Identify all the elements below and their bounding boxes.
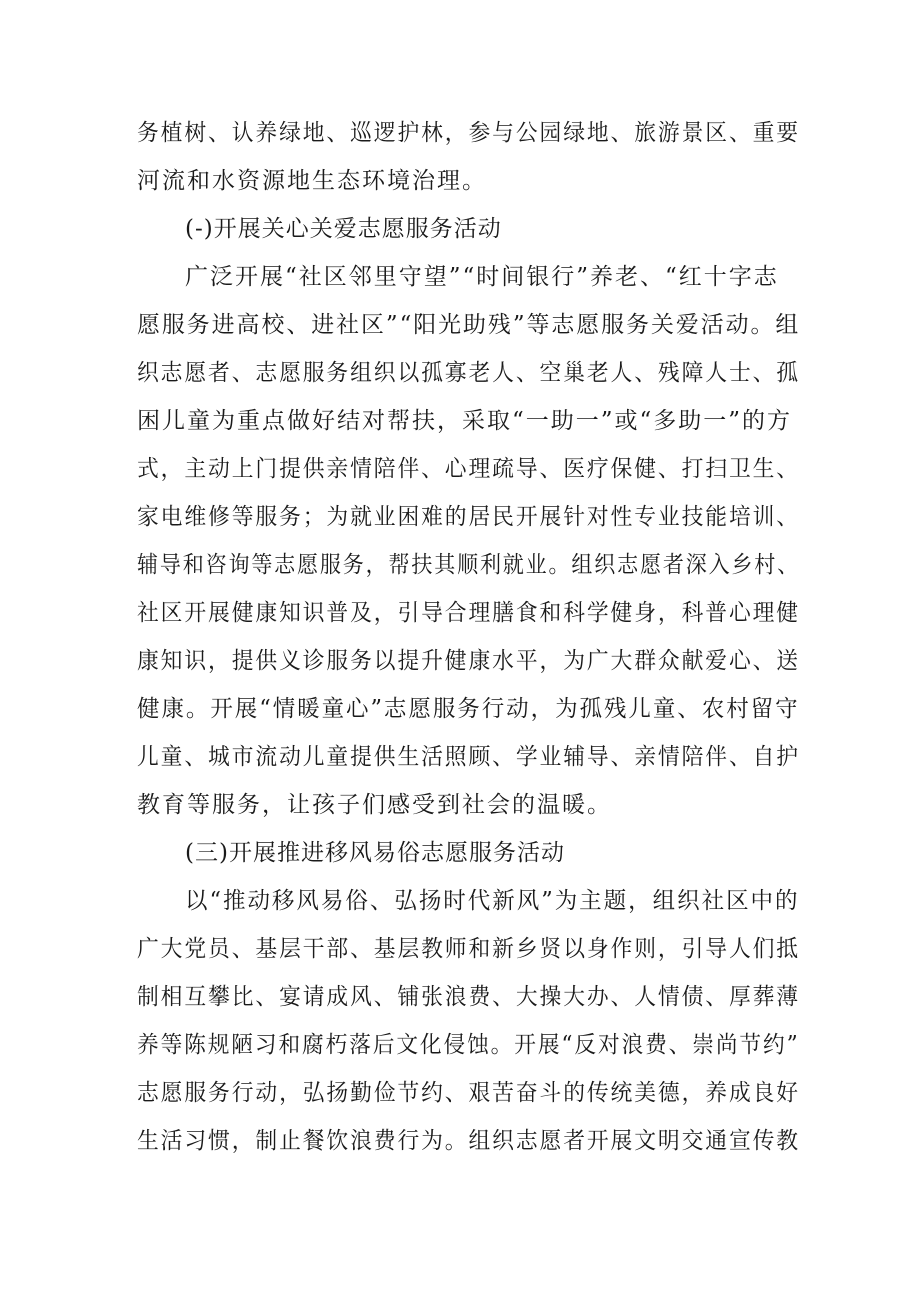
- text-line: 困儿童为重点做好结对帮扶，采取“一助一”或“多助一”的方: [137, 408, 793, 434]
- text-line: 志愿服务行动，弘扬勤俭节约、艰苦奋斗的传统美德，养成良好: [137, 1080, 800, 1106]
- text-line: 健康。开展“情暖童心”志愿服务行动，为孤残儿童、农村留守: [137, 696, 800, 722]
- text-line: 务植树、认养绿地、巡逻护林，参与公园绿地、旅游景区、重要: [137, 120, 800, 146]
- text-line: 广泛开展“社区邻里守望”“时间银行”养老、“红十字志: [185, 264, 779, 290]
- text-line: 愿服务进高校、进社区”“阳光助残”等志愿服务关爱活动。组: [137, 312, 801, 338]
- section-heading: (-)开展关心关爱志愿服务活动: [185, 216, 502, 242]
- text-line: 社区开展健康知识普及，引导合理膳食和科学健身，科普心理健: [137, 600, 800, 626]
- text-line: 养等陈规陋习和腐朽落后文化侵蚀。开展“反对浪费、崇尚节约”: [137, 1032, 800, 1058]
- text-line: 以“推动移风易俗、弘扬时代新风”为主题，组织社区中的: [185, 888, 800, 914]
- section-heading: (三)开展推进移风易俗志愿服务活动: [185, 840, 565, 866]
- text-line: 康知识，提供义诊服务以提升健康水平，为广大群众献爱心、送: [137, 648, 800, 674]
- text-line: 教育等服务，让孩子们感受到社会的温暖。: [137, 792, 612, 818]
- text-line: 制相互攀比、宴请成风、铺张浪费、大操大办、人情债、厚葬薄: [137, 984, 800, 1010]
- text-line: 织志愿者、志愿服务组织以孤寡老人、空巢老人、残障人士、孤: [137, 360, 800, 386]
- text-line: 式，主动上门提供亲情陪伴、心理疏导、医疗保健、打扫卫生、: [137, 456, 800, 482]
- text-line: 辅导和咨询等志愿服务，帮扶其顺利就业。组织志愿者深入乡村、: [137, 552, 801, 578]
- text-line: 家电维修等服务；为就业困难的居民开展针对性专业技能培训、: [137, 504, 800, 530]
- text-line: 河流和水资源地生态环境治理。: [137, 168, 487, 194]
- text-line: 广大党员、基层干部、基层教师和新乡贤以身作则，引导人们抵: [137, 936, 800, 962]
- text-line: 儿童、城市流动儿童提供生活照顾、学业辅导、亲情陪伴、自护: [137, 744, 800, 770]
- text-line: 生活习惯，制止餐饮浪费行为。组织志愿者开展文明交通宣传教: [137, 1128, 800, 1154]
